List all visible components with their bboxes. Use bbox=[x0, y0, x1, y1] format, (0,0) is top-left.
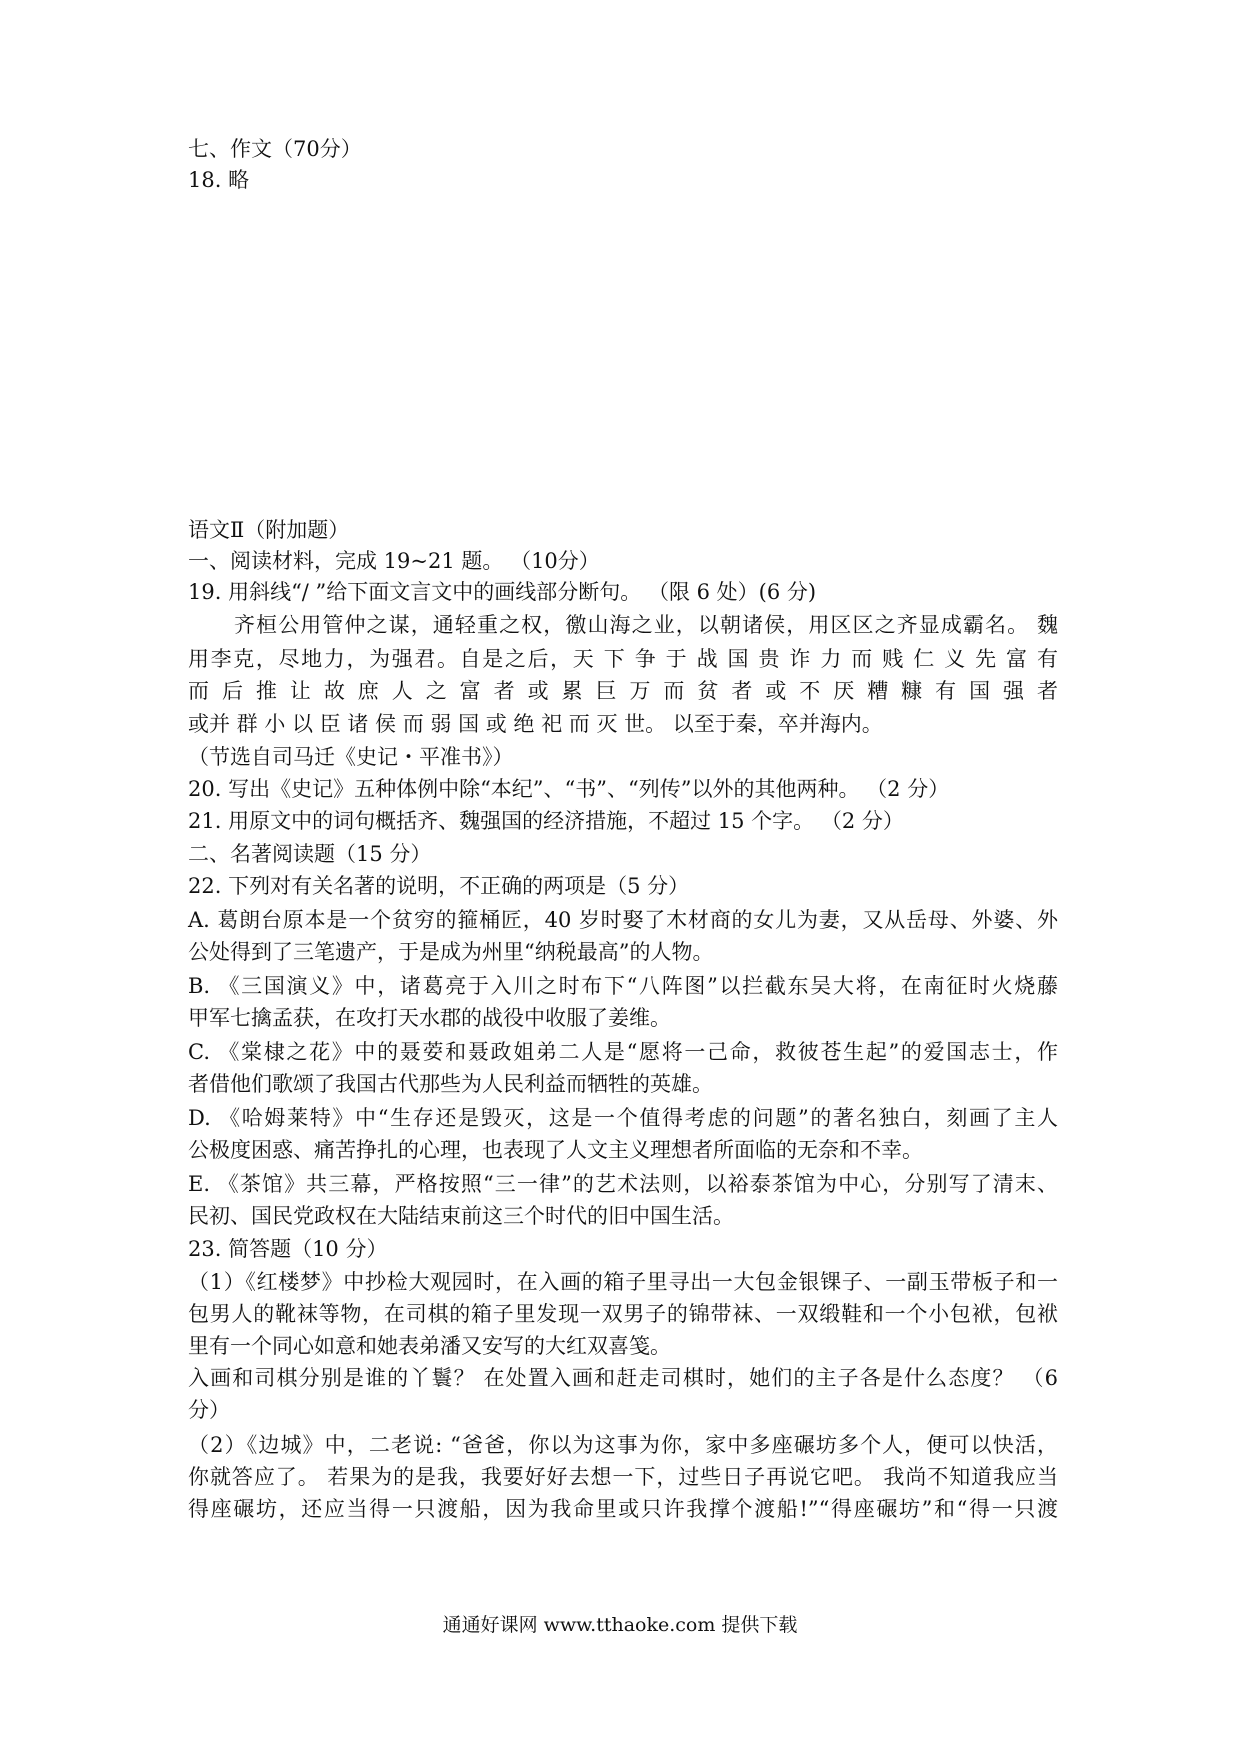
question-23-1: 包男人的靴袜等物，在司棋的箱子里发现一双男子的锦带袜、一双缎鞋和一个小包袱，包袱 bbox=[188, 1302, 1058, 1326]
passage-source: （节选自司马迁《史记・平准书》） bbox=[188, 745, 514, 769]
question-23-1: 入画和司棋分别是谁的丫鬟？ 在处置入画和赶走司棋时，她们的主子各是什么态度？ （6 bbox=[188, 1366, 1058, 1390]
question-23-2: 得座碾坊，还应当得一只渡船，因为我命里或只许我撑个渡船!”“得座碾坊”和“得一只渡 bbox=[188, 1497, 1058, 1521]
option-d: 公极度困惑、痛苦挣扎的心理，也表现了人文主义理想者所面临的无奈和不幸。 bbox=[188, 1138, 923, 1162]
part-title: 语文Ⅱ（附加题） bbox=[188, 518, 350, 542]
section-heading: 一、阅读材料，完成 19~21 题。 （10分） bbox=[188, 549, 600, 573]
question-23-2: 你就答应了。 若果为的是我，我要好好去想一下，过些日子再说它吧。 我尚不知道我应当 bbox=[188, 1465, 1058, 1489]
question-23-2: （2）《边城》中，二老说: “爸爸，你以为这事为你，家中多座碾坊多个人，便可以快活， bbox=[188, 1433, 1058, 1457]
option-b: 甲军七擒孟获，在攻打天水郡的战役中收服了姜维。 bbox=[188, 1006, 671, 1030]
passage-line: 用李克，尽地力，为强君。自是之后，天 下 争 于 战 国 贵 诈 力 而 贱 仁 义 先 富 有 bbox=[188, 647, 1058, 671]
page-footer: 通通好课网 www.tthaoke.com 提供下载 bbox=[442, 1614, 798, 1636]
section-heading: 七、作文（70分） bbox=[188, 137, 362, 161]
question-22: 22. 下列对有关名著的说明，不正确的两项是（5 分） bbox=[188, 874, 690, 898]
option-e: 民初、国民党政权在大陆结束前这三个时代的旧中国生活。 bbox=[188, 1204, 734, 1228]
question-21: 21. 用原文中的词句概括齐、魏强国的经济措施，不超过 15 个字。 （2 分） bbox=[188, 809, 904, 833]
question-23-1: （1）《红楼梦》中抄检大观园时，在入画的箱子里寻出一大包金银锞子、一副玉带板子和一 bbox=[188, 1270, 1058, 1294]
option-d: D. 《哈姆莱特》中“生存还是毁灭，这是一个值得考虑的问题”的著名独白，刻画了主人 bbox=[188, 1106, 1058, 1130]
option-e: E. 《茶馆》共三幕，严格按照“三一律”的艺术法则，以裕泰茶馆为中心，分别写了清末、 bbox=[188, 1172, 1058, 1196]
question-23: 23. 简答题（10 分） bbox=[188, 1237, 388, 1261]
question-20: 20. 写出《史记》五种体例中除“本纪”、“书”、“列传”以外的其他两种。 （2 分） bbox=[188, 777, 950, 801]
question-19: 19. 用斜线“/ ”给下面文言文中的画线部分断句。 （限 6 处）(6 分) bbox=[188, 580, 817, 604]
question-23-1: 里有一个同心如意和她表弟潘又安写的大红双喜笺。 bbox=[188, 1334, 671, 1358]
option-c: 者借他们歌颂了我国古代那些为人民利益而牺牲的英雄。 bbox=[188, 1072, 713, 1096]
section-heading: 二、名著阅读题（15 分） bbox=[188, 842, 432, 866]
passage-line: 而 后 推 让 故 庶 人 之 富 者 或 累 巨 万 而 贫 者 或 不 厌 糟 糠 有 国 强 者 bbox=[188, 679, 1058, 703]
question-23-1: 分） bbox=[188, 1398, 230, 1422]
passage-line: 或并 群 小 以 臣 诸 侯 而 弱 国 或 绝 祀 而 灭 世。 以至于秦，卒并海内。 bbox=[188, 712, 883, 736]
option-a: 公处得到了三笔遗产，于是成为州里“纳税最高”的人物。 bbox=[188, 940, 714, 964]
option-b: B. 《三国演义》中，诸葛亮于入川之时布下“八阵图”以拦截东吴大将，在南征时火烧藤 bbox=[188, 974, 1058, 998]
option-a: A. 葛朗台原本是一个贫穷的箍桶匠，40 岁时娶了木材商的女儿为妻，又从岳母、外婆、外 bbox=[188, 908, 1058, 932]
passage-line: 齐桓公用管仲之谋，通轻重之权，徼山海之业，以朝诸侯，用区区之齐显成霸名。 魏 bbox=[234, 613, 1058, 637]
option-c: C. 《棠棣之花》中的聂荌和聂政姐弟二人是“愿将一己命，救彼苍生起”的爱国志士，作 bbox=[188, 1040, 1058, 1064]
question-18: 18. 略 bbox=[188, 168, 250, 192]
